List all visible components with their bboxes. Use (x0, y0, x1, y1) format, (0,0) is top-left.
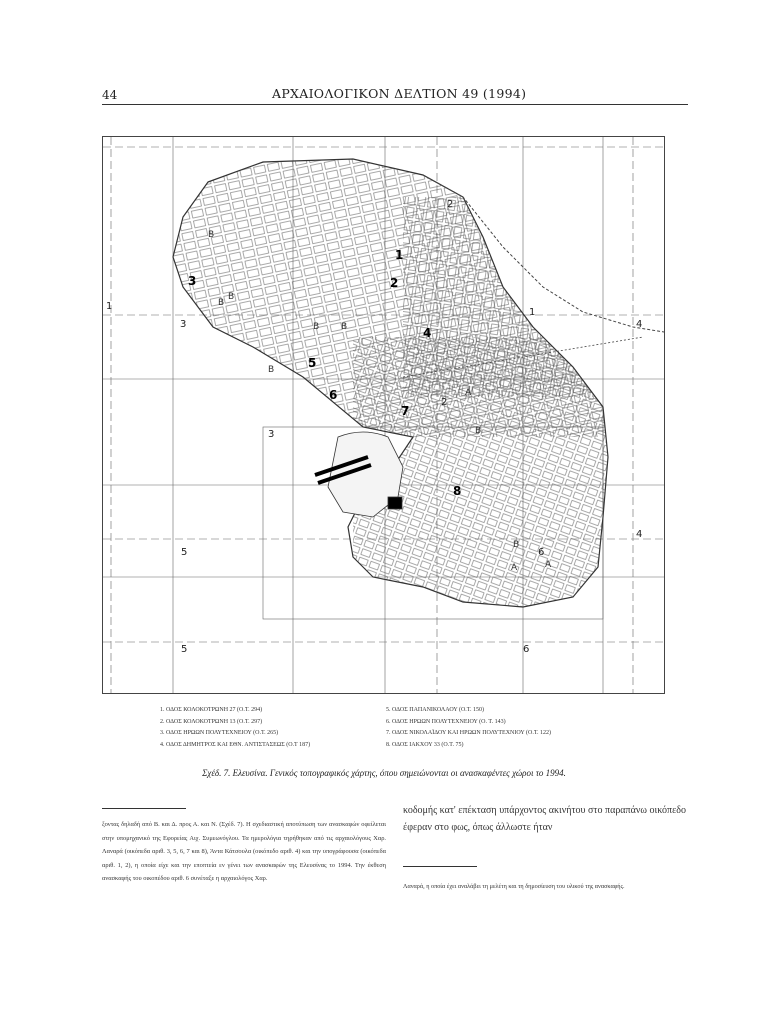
page-header (102, 88, 688, 104)
page-number: 44 (102, 88, 118, 102)
legend-item: 7. ΟΔΟΣ ΝΙΚΟΛΑΪΔΟΥ ΚΑΙ ΗΡΩΩΝ ΠΟΛΥΤΕΧΝΙΟΥ (Ο.Τ. 122) (386, 730, 552, 736)
grid-label-mid-2: 2 (441, 397, 448, 408)
grid-label-right-6: 6 (538, 547, 545, 558)
site-marker-5: 5 (308, 356, 317, 370)
grid-label-bottom-5: 5 (181, 644, 188, 655)
footnote: Λαναρά, η οποία έχει αναλάβει τη μελέτη και τη δημοσίευση του υλικού της ανασκαφής. (403, 883, 625, 890)
legend-item: 5. ΟΔΟΣ ΠΑΠΑΝΙΚΟΛΑΟΥ (Ο.Τ. 150) (386, 707, 485, 713)
body-text-right: κοδομής κατ' επέκταση υπάρχοντος ακινήτου στο παραπάνω οικόπεδο έφεραν στο φως, όπως άλλωστε ήταν (403, 805, 686, 833)
block-letter: Α (545, 560, 552, 570)
site-marker-7: 7 (401, 404, 410, 418)
legend-item: 8. ΟΔΟΣ ΙΑΚΧΟΥ 33 (Ο.Τ. 75) (386, 741, 464, 748)
block-letter: Β (208, 230, 215, 240)
legend-item: 1. ΟΔΟΣ ΚΟΛΟΚΟΤΡΩΝΗ 27 (Ο.Τ. 294) (160, 707, 263, 713)
legend-item: 3. ΟΔΟΣ ΗΡΩΩΝ ΠΟΛΥΤΕΧΝΕΙΟΥ (Ο.Τ. 265) (160, 730, 279, 736)
block-letter: Β (268, 365, 275, 375)
site-marker-1: 1 (395, 248, 404, 262)
grid-label-right-4b: 4 (636, 529, 643, 540)
map-legend-left (160, 705, 310, 751)
block-letter: Α (465, 388, 472, 398)
archaeological-site (315, 432, 403, 517)
header-rule (102, 104, 688, 105)
block-letter: Β (341, 322, 348, 332)
site-marker-6: 6 (329, 388, 338, 402)
legend-item: 2. ΟΔΟΣ ΚΟΛΟΚΟΤΡΩΝΗ 13 (Ο.Τ. 297) (160, 718, 263, 725)
block-letter: Β (475, 426, 482, 436)
grid-label-mid-1: 1 (529, 307, 536, 318)
grid-label-right-4: 4 (636, 319, 643, 330)
grid-label-mid-3: 3 (268, 429, 275, 440)
site-marker-3: 3 (188, 274, 197, 288)
grid-label-top-2: 2 (447, 199, 454, 210)
topographic-map (102, 136, 665, 694)
block-letter: Α (511, 563, 518, 573)
block-letter: Β (513, 540, 520, 550)
block-letter: Β (313, 322, 320, 332)
grid-label-left-5: 5 (181, 547, 188, 558)
site-marker-8: 8 (453, 484, 462, 498)
legend-item: 4. ΟΔΟΣ ΔΗΜΗΤΡΟΣ ΚΑΙ ΕΘΝ. ΑΝΤΙΣΤΑΣΕΩΣ (Ο.Τ 187) (160, 741, 311, 748)
map-drawing (103, 137, 664, 693)
block-letter: Β (228, 292, 235, 302)
grid-label-bottom-6: 6 (523, 644, 530, 655)
block-letter: Β (218, 298, 225, 308)
figure-caption: Σχέδ. 7. Ελευσίνα. Γενικός τοπογραφικός χάρτης, όπου σημειώνονται οι ανασκαφέντες χώροι το 1994. (202, 768, 566, 778)
grid-label-left-1: 1 (106, 301, 113, 312)
footnote-rule (403, 866, 477, 867)
legend-item: 6. ΟΔΟΣ ΗΡΩΩΝ ΠΟΛΥΤΕΧΝΕΙΟΥ (Ο. Τ. 143) (386, 718, 506, 725)
map-legend-right (386, 705, 551, 751)
grid-label-left-3: 3 (180, 319, 187, 330)
site-marker-2: 2 (390, 276, 399, 290)
body-text-left: ξοντας δηλαδή από Β. και Δ. προς Α. και Ν. (Σχέδ. 7). Η σχεδιαστική αποτύπωση των ανασκαφών οφείλεται στην υπομηχανικό της Εφορείας Αιχ. Συμεωνόγλου. Τα ημερολόγια τηρήθηκαν από τις αρχαιολόγους Χαρ. Λαναρά (οικόπεδα αριθ. 3, 5, 6, 7 και 8), Άντα Κάτσουλα (οικόπεδο αριθ. 4) και την υπογράφουσα (οικόπεδα αριθ. 1, 2), η οποία είχε και την εποπτεία εν γένει των ανασκαφών της Ελευσίνας το 1994. Την έκθεση ανασκαφής του οικοπέδου αριθ. 6 συνέταξε η αρχαιολόγος Χαρ. (102, 821, 386, 883)
column-rule-left (102, 808, 186, 809)
site-marker-4: 4 (423, 326, 432, 340)
running-head: ΑΡΧΑΙΟΛΟΓΙΚΟΝ ΔΕΛΤΙΟΝ 49 (1994) (272, 86, 527, 101)
